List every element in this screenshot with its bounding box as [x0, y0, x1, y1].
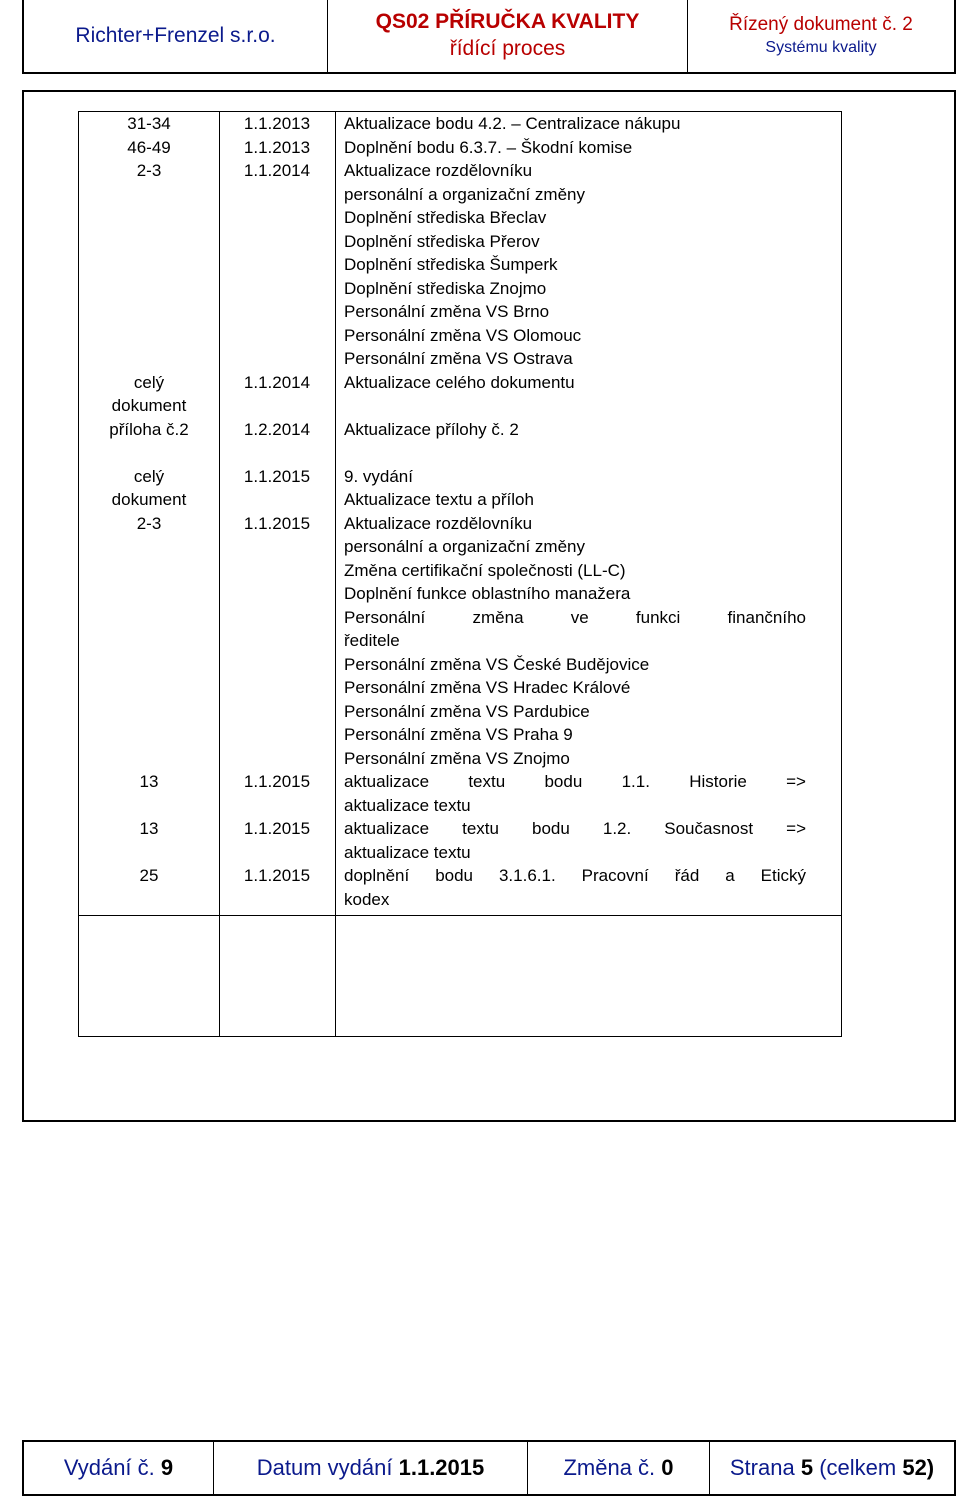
change-date: 1.2.2014 — [243, 419, 311, 439]
company-cell — [24, 0, 328, 72]
change-page: 13 — [139, 772, 159, 791]
change-description-line: Doplnění střediska Přerov — [344, 231, 540, 251]
total-label: (celkem — [819, 1455, 897, 1480]
total-value: 52) — [902, 1455, 935, 1480]
issue-date-value: 1.1.2015 — [398, 1455, 485, 1480]
doc-type-cell — [688, 0, 954, 72]
change-page-word: celý — [133, 372, 165, 392]
title-cell — [328, 0, 688, 72]
company-name: Richter+Frenzel s.r.o. — [75, 24, 276, 47]
change-description-line: ředitele — [344, 631, 400, 650]
change-description-line: kodex — [344, 889, 390, 909]
issue-date-cell — [214, 1442, 528, 1494]
change-cell — [528, 1442, 710, 1494]
change-date: 1.1.2013 — [243, 114, 311, 133]
change-date: 1.1.2013 — [243, 137, 311, 157]
column-divider — [219, 112, 220, 1036]
change-description-line: personální a organizační změny — [344, 184, 585, 204]
edition-value: 9 — [160, 1455, 174, 1480]
change-description-line: Personální změna VS Olomouc — [344, 325, 582, 345]
change-description-line: 9. vydání — [344, 466, 413, 486]
change-description-line: aktualizace textu bodu 1.2. Současnost => — [344, 819, 806, 838]
change-description-line: Aktualizace bodu 4.2. – Centralizace nákupu — [344, 114, 681, 133]
change-description-line: aktualizace textu bodu 1.1. Historie => — [344, 772, 806, 791]
change-description — [344, 418, 806, 442]
change-description-line: Doplnění funkce oblastního manažera — [344, 584, 631, 603]
change-description-line: personální a organizační změny — [344, 537, 585, 556]
change-description — [344, 112, 806, 136]
change-date: 1.1.2014 — [243, 161, 311, 180]
change-page: 25 — [139, 866, 159, 885]
change-description-line: Aktualizace rozdělovníku — [344, 161, 533, 180]
change-description-line: Doplnění střediska Šumperk — [344, 255, 558, 274]
change-page: příloha č.2 — [109, 419, 189, 439]
change-description — [344, 512, 806, 771]
change-date: 1.1.2015 — [243, 866, 311, 885]
change-page: 2-3 — [136, 513, 162, 533]
page-cell — [710, 1442, 954, 1494]
change-description-line: Personální změna VS Ostrava — [344, 349, 573, 368]
edition-label: Vydání č. — [63, 1455, 155, 1480]
change-page-word: dokument — [111, 396, 187, 415]
change-description-line: Doplnění střediska Břeclav — [344, 208, 547, 227]
change-description-line: Aktualizace textu a příloh — [344, 490, 534, 509]
change-description-line: Personální změna ve funkci finančního — [344, 607, 806, 627]
change-description — [344, 817, 806, 864]
change-description-line: Aktualizace celého dokumentu — [344, 372, 575, 392]
column-divider — [335, 112, 336, 1036]
change-description-line: Personální změna VS Pardubice — [344, 701, 590, 721]
change-description-line: Personální změna VS Hradec Králové — [344, 678, 631, 697]
row-divider — [79, 915, 841, 916]
change-description-line: Aktualizace přílohy č. 2 — [344, 419, 519, 439]
change-date: 1.1.2015 — [243, 466, 311, 486]
change-page: 13 — [139, 819, 159, 838]
document-subtitle: řídící proces — [449, 37, 566, 60]
change-label: Změna č. — [563, 1455, 656, 1480]
change-description — [344, 371, 806, 395]
issue-date-label: Datum vydání — [256, 1455, 393, 1480]
change-description-line: aktualizace textu — [344, 795, 471, 815]
change-page: 2-3 — [136, 161, 162, 180]
doc-system: Systému kvality — [765, 39, 877, 56]
change-page-word: celý — [133, 466, 165, 486]
change-page — [79, 371, 219, 418]
change-date: 1.1.2015 — [243, 772, 311, 791]
document-title: QS02 PŘÍRUČKA KVALITY — [375, 10, 640, 33]
change-page: 46-49 — [127, 137, 171, 157]
page-header — [22, 0, 956, 74]
change-description-line: aktualizace textu — [344, 842, 471, 862]
change-description-line: Doplnění bodu 6.3.7. – Škodní komise — [344, 137, 633, 157]
change-description-line: Personální změna VS Praha 9 — [344, 725, 573, 744]
change-description — [344, 465, 806, 512]
page-footer — [22, 1440, 956, 1496]
change-description — [344, 159, 806, 371]
change-description — [344, 136, 806, 160]
change-value: 0 — [661, 1455, 674, 1480]
change-description-line: Doplnění střediska Znojmo — [344, 278, 547, 298]
change-description-line: Změna certifikační společnosti (LL-C) — [344, 560, 626, 580]
change-description-line: Personální změna VS České Budějovice — [344, 654, 650, 674]
change-table — [78, 111, 842, 1037]
page-label: Strana — [729, 1455, 795, 1480]
change-date: 1.1.2015 — [243, 819, 311, 838]
change-date: 1.1.2015 — [243, 513, 311, 533]
change-page-word: dokument — [111, 490, 187, 509]
page-value: 5 — [800, 1455, 814, 1480]
doc-type: Řízený dokument č. 2 — [729, 14, 913, 35]
change-description — [344, 864, 806, 911]
edition-cell — [24, 1442, 214, 1494]
change-description — [344, 770, 806, 817]
change-date: 1.1.2014 — [243, 372, 311, 392]
change-description-line: Aktualizace rozdělovníku — [344, 513, 533, 533]
change-description-line: doplnění bodu 3.1.6.1. Pracovní řád a Etický — [344, 866, 806, 885]
change-page: 31-34 — [127, 114, 171, 133]
change-description-line: Personální změna VS Znojmo — [344, 748, 570, 768]
change-page — [79, 465, 219, 512]
change-description-line: Personální změna VS Brno — [344, 302, 550, 321]
